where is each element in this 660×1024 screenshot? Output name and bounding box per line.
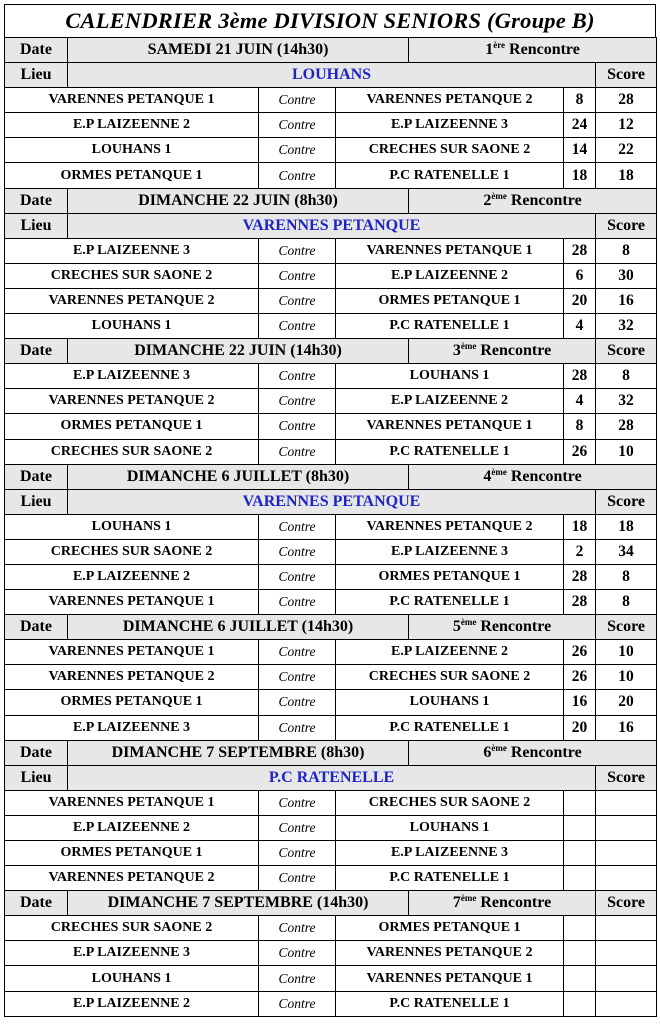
away-score — [596, 941, 657, 966]
home-team: LOUHANS 1 — [5, 514, 259, 539]
away-score: 32 — [596, 314, 657, 339]
score-header: Score — [596, 765, 657, 790]
away-team: E.P LAIZEENNE 3 — [336, 113, 564, 138]
round-word: Rencontre — [510, 191, 582, 209]
away-score: 28 — [596, 88, 657, 113]
match-row — [5, 389, 657, 414]
home-score: 26 — [564, 665, 596, 690]
away-score: 16 — [596, 715, 657, 740]
round-suffix: ème — [491, 742, 507, 753]
home-score — [564, 916, 596, 941]
match-row — [5, 941, 657, 966]
round-word: Rencontre — [509, 41, 580, 59]
home-team: LOUHANS 1 — [5, 138, 259, 163]
away-team: CRECHES SUR SAONE 2 — [336, 790, 564, 815]
match-date: DIMANCHE 22 JUIN (8h30) — [68, 188, 409, 213]
home-team: CRECHES SUR SAONE 2 — [5, 439, 259, 464]
versus-label: Contre — [259, 238, 336, 263]
home-team: VARENNES PETANQUE 1 — [5, 640, 259, 665]
venue-label: Lieu — [5, 213, 68, 238]
away-score — [596, 815, 657, 840]
versus-label: Contre — [259, 640, 336, 665]
away-score: 34 — [596, 539, 657, 564]
home-score: 28 — [564, 238, 596, 263]
score-header: Score — [596, 63, 657, 88]
home-score — [564, 991, 596, 1016]
date-row — [5, 891, 657, 916]
round-number: 3 — [452, 342, 461, 360]
match-row — [5, 640, 657, 665]
versus-label: Contre — [259, 163, 336, 188]
home-score: 28 — [564, 364, 596, 389]
match-date: DIMANCHE 7 SEPTEMBRE (14h30) — [68, 891, 409, 916]
away-team: ORMES PETANQUE 1 — [336, 288, 564, 313]
home-score: 4 — [564, 314, 596, 339]
match-row — [5, 88, 657, 113]
match-row — [5, 539, 657, 564]
home-team: VARENNES PETANQUE 2 — [5, 866, 259, 891]
versus-label: Contre — [259, 966, 336, 991]
match-row — [5, 238, 657, 263]
round-number: 5 — [452, 618, 461, 636]
home-team: E.P LAIZEENNE 3 — [5, 941, 259, 966]
versus-label: Contre — [259, 364, 336, 389]
venue-name: P.C RATENELLE — [68, 765, 596, 790]
home-score: 18 — [564, 163, 596, 188]
away-score: 22 — [596, 138, 657, 163]
home-score — [564, 966, 596, 991]
home-score: 2 — [564, 539, 596, 564]
versus-label: Contre — [259, 514, 336, 539]
match-row — [5, 314, 657, 339]
versus-label: Contre — [259, 539, 336, 564]
date-label: Date — [5, 615, 68, 640]
versus-label: Contre — [259, 665, 336, 690]
away-team: CRECHES SUR SAONE 2 — [336, 665, 564, 690]
date-label: Date — [5, 339, 68, 364]
venue-name: VARENNES PETANQUE — [68, 213, 596, 238]
away-score — [596, 966, 657, 991]
round-suffix: ème — [491, 466, 507, 477]
date-row — [5, 615, 657, 640]
home-team: ORMES PETANQUE 1 — [5, 163, 259, 188]
away-team: LOUHANS 1 — [336, 690, 564, 715]
venue-name: LOUHANS — [68, 63, 596, 88]
home-score: 6 — [564, 263, 596, 288]
date-label: Date — [5, 188, 68, 213]
venue-label: Lieu — [5, 765, 68, 790]
away-score: 8 — [596, 564, 657, 589]
away-team: VARENNES PETANQUE 2 — [336, 88, 564, 113]
versus-label: Contre — [259, 866, 336, 891]
round-number: 4 — [483, 467, 492, 485]
home-score: 8 — [564, 88, 596, 113]
venue-label: Lieu — [5, 489, 68, 514]
round-number: 2 — [483, 191, 492, 209]
date-row — [5, 464, 657, 489]
versus-label: Contre — [259, 991, 336, 1016]
match-row — [5, 866, 657, 891]
versus-label: Contre — [259, 263, 336, 288]
away-team: ORMES PETANQUE 1 — [336, 564, 564, 589]
home-team: ORMES PETANQUE 1 — [5, 414, 259, 439]
away-team: E.P LAIZEENNE 2 — [336, 389, 564, 414]
away-score: 16 — [596, 288, 657, 313]
round-label — [409, 740, 657, 765]
away-team: LOUHANS 1 — [336, 364, 564, 389]
away-score: 20 — [596, 690, 657, 715]
versus-label: Contre — [259, 790, 336, 815]
versus-label: Contre — [259, 414, 336, 439]
away-score: 30 — [596, 263, 657, 288]
away-score — [596, 790, 657, 815]
match-row — [5, 966, 657, 991]
home-team: E.P LAIZEENNE 3 — [5, 238, 259, 263]
match-row — [5, 564, 657, 589]
round-label — [409, 188, 657, 213]
date-row — [5, 188, 657, 213]
round-suffix: ème — [460, 341, 477, 352]
versus-label: Contre — [259, 314, 336, 339]
away-team: VARENNES PETANQUE 2 — [336, 941, 564, 966]
round-label — [409, 615, 596, 640]
away-team: P.C RATENELLE 1 — [336, 991, 564, 1016]
home-team: E.P LAIZEENNE 2 — [5, 815, 259, 840]
venue-label: Lieu — [5, 63, 68, 88]
home-score: 4 — [564, 389, 596, 414]
versus-label: Contre — [259, 113, 336, 138]
away-score: 10 — [596, 665, 657, 690]
away-score: 12 — [596, 113, 657, 138]
round-suffix: ème — [460, 617, 477, 628]
home-team: VARENNES PETANQUE 1 — [5, 790, 259, 815]
match-row — [5, 514, 657, 539]
match-row — [5, 364, 657, 389]
versus-label: Contre — [259, 389, 336, 414]
date-label: Date — [5, 891, 68, 916]
home-score: 28 — [564, 590, 596, 615]
away-team: P.C RATENELLE 1 — [336, 590, 564, 615]
match-row — [5, 841, 657, 866]
round-label — [409, 464, 657, 489]
away-score: 28 — [596, 414, 657, 439]
away-score: 10 — [596, 439, 657, 464]
away-team: P.C RATENELLE 1 — [336, 314, 564, 339]
home-team: VARENNES PETANQUE 1 — [5, 590, 259, 615]
away-team: P.C RATENELLE 1 — [336, 715, 564, 740]
away-score: 8 — [596, 364, 657, 389]
versus-label: Contre — [259, 88, 336, 113]
score-header: Score — [596, 213, 657, 238]
home-score — [564, 815, 596, 840]
away-score: 10 — [596, 640, 657, 665]
venue-row — [5, 213, 657, 238]
away-team: E.P LAIZEENNE 2 — [336, 263, 564, 288]
versus-label: Contre — [259, 841, 336, 866]
home-score — [564, 941, 596, 966]
home-score: 26 — [564, 640, 596, 665]
date-row — [5, 740, 657, 765]
away-team: VARENNES PETANQUE 1 — [336, 414, 564, 439]
home-score — [564, 790, 596, 815]
away-team: E.P LAIZEENNE 2 — [336, 640, 564, 665]
schedule-table — [4, 37, 657, 1017]
home-team: CRECHES SUR SAONE 2 — [5, 263, 259, 288]
away-score — [596, 866, 657, 891]
score-header: Score — [596, 891, 657, 916]
away-team: CRECHES SUR SAONE 2 — [336, 138, 564, 163]
round-suffix: ère — [493, 40, 506, 51]
match-row — [5, 715, 657, 740]
home-team: CRECHES SUR SAONE 2 — [5, 539, 259, 564]
away-team: P.C RATENELLE 1 — [336, 439, 564, 464]
away-score: 18 — [596, 514, 657, 539]
match-date: SAMEDI 21 JUIN (14h30) — [68, 38, 409, 63]
home-team: LOUHANS 1 — [5, 966, 259, 991]
away-team: VARENNES PETANQUE 1 — [336, 238, 564, 263]
home-team: E.P LAIZEENNE 3 — [5, 364, 259, 389]
round-suffix: ème — [460, 893, 477, 904]
away-team: ORMES PETANQUE 1 — [336, 916, 564, 941]
home-team: LOUHANS 1 — [5, 314, 259, 339]
round-word: Rencontre — [480, 894, 552, 912]
venue-row — [5, 765, 657, 790]
home-team: CRECHES SUR SAONE 2 — [5, 916, 259, 941]
match-date: DIMANCHE 6 JUILLET (8h30) — [68, 464, 409, 489]
versus-label: Contre — [259, 288, 336, 313]
home-team: VARENNES PETANQUE 1 — [5, 88, 259, 113]
score-header: Score — [596, 615, 657, 640]
match-row — [5, 590, 657, 615]
home-team: E.P LAIZEENNE 2 — [5, 564, 259, 589]
date-label: Date — [5, 740, 68, 765]
round-number: 1 — [485, 41, 494, 59]
home-team: VARENNES PETANQUE 2 — [5, 288, 259, 313]
home-score: 20 — [564, 288, 596, 313]
match-row — [5, 790, 657, 815]
match-row — [5, 665, 657, 690]
home-score: 14 — [564, 138, 596, 163]
match-row — [5, 163, 657, 188]
versus-label: Contre — [259, 916, 336, 941]
round-word: Rencontre — [510, 467, 582, 485]
match-row — [5, 916, 657, 941]
away-score — [596, 916, 657, 941]
venue-name: VARENNES PETANQUE — [68, 489, 596, 514]
venue-row — [5, 63, 657, 88]
away-score: 32 — [596, 389, 657, 414]
date-row — [5, 339, 657, 364]
away-team: VARENNES PETANQUE 2 — [336, 514, 564, 539]
versus-label: Contre — [259, 590, 336, 615]
home-team: E.P LAIZEENNE 3 — [5, 715, 259, 740]
versus-label: Contre — [259, 138, 336, 163]
round-word: Rencontre — [510, 743, 582, 761]
round-label — [409, 38, 657, 63]
score-header: Score — [596, 339, 657, 364]
home-team: E.P LAIZEENNE 2 — [5, 113, 259, 138]
home-score: 26 — [564, 439, 596, 464]
away-team: LOUHANS 1 — [336, 815, 564, 840]
page-title: CALENDRIER 3ème DIVISION SENIORS (Groupe B) — [4, 4, 656, 37]
venue-row — [5, 489, 657, 514]
match-row — [5, 263, 657, 288]
round-label — [409, 339, 596, 364]
match-row — [5, 815, 657, 840]
round-word: Rencontre — [480, 618, 552, 636]
match-row — [5, 414, 657, 439]
away-score: 8 — [596, 238, 657, 263]
versus-label: Contre — [259, 564, 336, 589]
away-score: 8 — [596, 590, 657, 615]
match-date: DIMANCHE 6 JUILLET (14h30) — [68, 615, 409, 640]
away-score — [596, 841, 657, 866]
away-team: E.P LAIZEENNE 3 — [336, 841, 564, 866]
home-score: 16 — [564, 690, 596, 715]
home-score: 20 — [564, 715, 596, 740]
match-row — [5, 439, 657, 464]
home-team: E.P LAIZEENNE 2 — [5, 991, 259, 1016]
home-score — [564, 841, 596, 866]
match-row — [5, 288, 657, 313]
versus-label: Contre — [259, 715, 336, 740]
versus-label: Contre — [259, 815, 336, 840]
match-row — [5, 138, 657, 163]
away-team: P.C RATENELLE 1 — [336, 866, 564, 891]
date-label: Date — [5, 38, 68, 63]
match-row — [5, 991, 657, 1016]
away-team: VARENNES PETANQUE 1 — [336, 966, 564, 991]
away-team: P.C RATENELLE 1 — [336, 163, 564, 188]
away-score — [596, 991, 657, 1016]
home-score — [564, 866, 596, 891]
round-label — [409, 891, 596, 916]
match-date: DIMANCHE 7 SEPTEMBRE (8h30) — [68, 740, 409, 765]
versus-label: Contre — [259, 439, 336, 464]
match-row — [5, 113, 657, 138]
home-team: ORMES PETANQUE 1 — [5, 841, 259, 866]
home-team: VARENNES PETANQUE 2 — [5, 665, 259, 690]
away-team: E.P LAIZEENNE 3 — [336, 539, 564, 564]
round-word: Rencontre — [480, 342, 552, 360]
home-score: 24 — [564, 113, 596, 138]
round-suffix: ème — [491, 190, 507, 201]
date-row — [5, 38, 657, 63]
home-team: VARENNES PETANQUE 2 — [5, 389, 259, 414]
versus-label: Contre — [259, 941, 336, 966]
calendar-sheet — [4, 4, 656, 1017]
away-score: 18 — [596, 163, 657, 188]
home-score: 18 — [564, 514, 596, 539]
round-number: 6 — [483, 743, 492, 761]
home-score: 8 — [564, 414, 596, 439]
date-label: Date — [5, 464, 68, 489]
match-row — [5, 690, 657, 715]
home-team: ORMES PETANQUE 1 — [5, 690, 259, 715]
round-number: 7 — [452, 894, 461, 912]
home-score: 28 — [564, 564, 596, 589]
versus-label: Contre — [259, 690, 336, 715]
score-header: Score — [596, 489, 657, 514]
match-date: DIMANCHE 22 JUIN (14h30) — [68, 339, 409, 364]
